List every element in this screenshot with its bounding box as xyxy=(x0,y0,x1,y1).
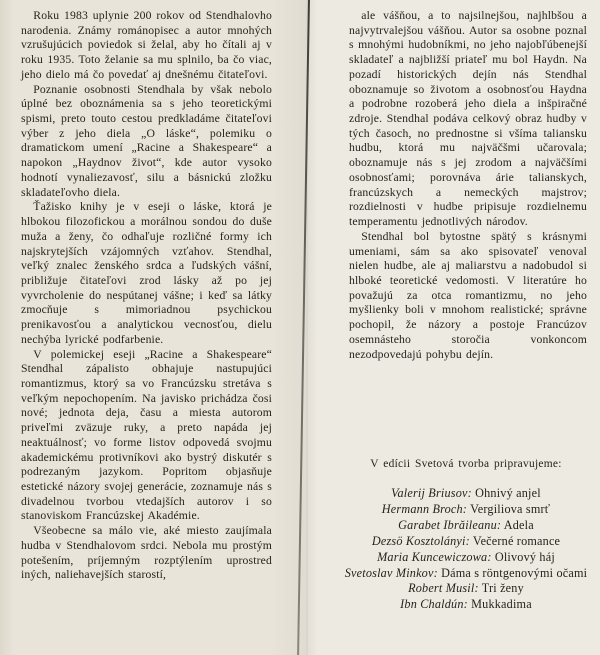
list-item xyxy=(340,534,592,550)
list-item xyxy=(340,502,592,518)
list-item xyxy=(340,566,592,582)
paragraph: Poznanie osobnosti Stendhala by však nebolo úplné bez oboznámenia sa s jeho teoretickými spismi, preto touto cestou predkladáme čitateľovi výber z jeho diela „O láske“, polemiku o dramatickom umení „Racine a Shakespeare“ a napokon „Haydnov život“, kde autor vysoko hodnotí vynaliezavosť, silu a básnickú zložku skladateľovho diela. xyxy=(21,82,272,199)
paragraph: Roku 1983 uplynie 200 rokov od Stendhalovho narodenia. Známy románopisec a autor mnohých vzrušujúcich poviedok si želal, aby ho čítali aj v roku 1935. Toto želanie sa mu splnilo, ba čo viac, jeho dielo má čo povedať aj dnešnému čitateľovi. xyxy=(21,9,272,81)
upcoming-books-list xyxy=(340,486,592,613)
book-title: Adela xyxy=(503,517,534,532)
list-item xyxy=(340,518,592,534)
book-author: Ibn Chaldún: xyxy=(400,597,468,612)
book-title: Vergiliova smrť xyxy=(470,501,551,516)
book-author: Valerij Briusov: xyxy=(391,486,472,500)
list-item xyxy=(340,581,592,597)
book-author: Svetoslav Minkov: xyxy=(344,565,438,580)
book-title: Olivový háj xyxy=(494,549,555,564)
paragraph: ale vášňou, a to najsilnejšou, najhlbšou a najvytrvalejšou vášňou. Autor sa osobne poznal s mnohými hudobníkmi, no jeho najobľúbenejší skladateľ a najbližší priateľ mu bol Haydn. Na pozadí historických dejín nás Stendhal oboznamuje so životom a osobnosťou Haydna a podrobne rozoberá jeho diela a inšpiračné zdroje. Stendhal podáva celkový obraz hudby v tých časoch, no prednostne si všíma taliansku hudbu, ktorá mu najväčšmi učarovala; oboznamuje nás s jej zrodom a najväčšími osobnosťami; porovnáva árie talianskych, francúzskych a nemeckých majstrov; rozdielnosti v hudbe pripisuje rozdielnemu temperamentu jednotlivých národov. xyxy=(349,9,587,229)
list-item xyxy=(340,486,592,502)
book-title: Mukkadima xyxy=(471,597,532,612)
book-author: Hermann Broch: xyxy=(381,501,468,516)
paragraph: V polemickej eseji „Racine a Shakespeare“ Stendhal zápalisto obhajuje nastupujúci romantizmus, ktorý sa vo Francúzsku stretáva s veľkým nepochopením. Na javisko prichádza čosi nové; jednota deja, času a miesta autorom priveľmi zväzuje ruky, a preto napáda jej neaktuálnosť; vo forme listov odpovedá svojmu akademickému protivníkovi ako bystrý diskutér s podrezaným jazykom. Popritom objasňuje estetické názory svojej generácie, zoznamuje nás s divadelnou tvorbou vtedajších autorov i so stanoviskom Francúzskej Akadémie. xyxy=(21,347,272,523)
book-author: Dezsö Kosztolányi: xyxy=(371,533,470,548)
paragraph: Stendhal bol bytostne spätý s krásnymi umeniami, sám sa ako spisovateľ venoval nielen hudbe, ale aj maliarstvu a nadobudol si hlboké teoretické vedomosti. V literatúre ho považujú za otca romantizmu, no jeho myšlienky boli v mnohom realistické; správne pochopil, že názory a postoje Francúzov osemnásteho storočia vonkoncom nezodpovedajú pohybu dejín. xyxy=(349,229,587,361)
book-title: Ohnivý anjel xyxy=(475,486,541,500)
book-title: Večerné romance xyxy=(472,533,561,548)
announcement-heading: V edícii Svetová tvorba pripravujeme: xyxy=(370,458,562,470)
right-text-column xyxy=(349,9,587,362)
list-item xyxy=(340,550,592,566)
left-text-column xyxy=(21,9,272,583)
book-author: Robert Musil: xyxy=(408,581,479,596)
list-item xyxy=(340,597,592,613)
paragraph: Všeobecne sa málo vie, aké miesto zaujímala hudba v Stendhalovom srdci. Nebola mu prostým potešením, príjemným rozptýlením uprostred iných, naliehavejších starostí, xyxy=(21,524,272,582)
book-title: Dáma s röntgenovými očami xyxy=(441,565,588,580)
publisher-announcement xyxy=(340,458,592,613)
book-author: Garabet Ibrăileanu: xyxy=(398,517,502,532)
book-author: Maria Kuncewiczowa: xyxy=(377,549,492,564)
paragraph: Ťažisko knihy je v eseji o láske, ktorá je hlbokou filozofickou a morálnou sondou do duše muža a ženy, čo odhaľuje rozličné formy ich najskrytejších vzájomných vzťahov. Stendhal, veľký znalec ženského srdca a ľudských vášní, približuje čitateľovi zrod lásky až po jej vyvrcholenie do nespútanej vášne; i keď sa látky zmocňuje s mimoriadnou psychickou prenikavosťou a analytickou vecnosťou, dielu nechýba lyrické podfarbenie. xyxy=(21,200,272,346)
book-title: Tri ženy xyxy=(481,581,524,596)
